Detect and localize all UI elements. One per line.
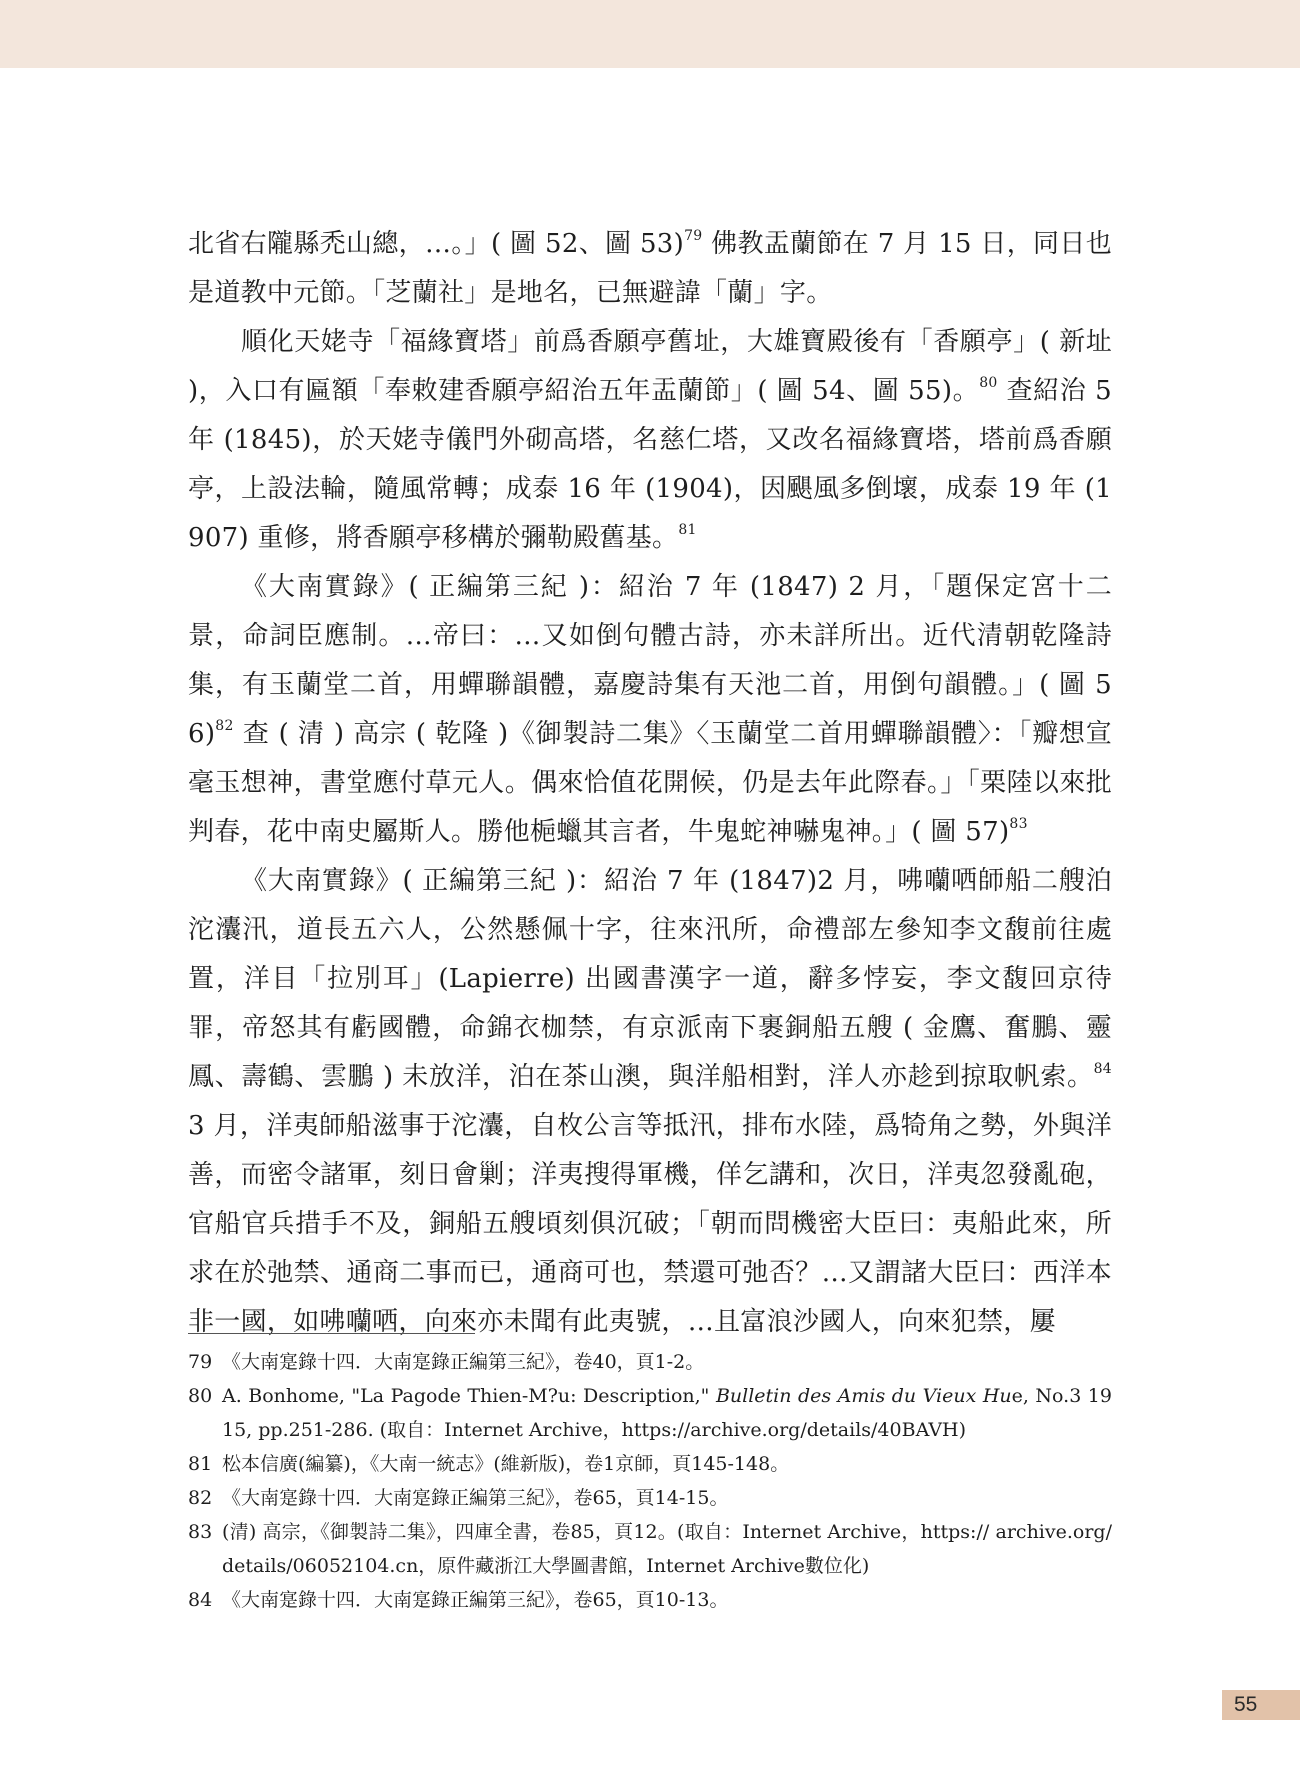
footnote-82: 82 《大南寔錄十四．大南寔錄正編第三紀》，卷65，頁14-15。 (188, 1487, 729, 1509)
main-text (188, 220, 1112, 1347)
footnote-80: 80 A. Bonhome, "La Pagode Thien-M?u: Description," Bulletin des Amis du Vieux Hue, No.3 1915, pp.251-286. (取自：Internet Archive，https://archive.org/details/40BAVH) (188, 1385, 1112, 1441)
footnote-79: 79 《大南寔錄十四．大南寔錄正編第三紀》，卷40，頁1-2。 (188, 1351, 705, 1373)
paragraph: 順化天姥寺「福緣寶塔」前爲香願亭舊址，大雄寶殿後有「香願亭」( 新址 )，入口有匾額「奉敕建香願亭紹治五年盂蘭節」( 圖 54、圖 55)。$^{80}$ 查紹治 5 年 (1845)，於天姥寺儀門外砌高塔，名慈仁塔，又改名福緣寶塔，塔前爲香願亭，上設法輪，隨風常轉；成泰 16 年 (1904)，因颶風多倒壞，成泰 19 年 (1907) 重修，將香願亭移構於彌勒殿舊基。$^{81}$ (188, 327, 1112, 553)
footnote-81: 81 松本信廣(編纂)，《大南一統志》(維新版)，卷1京師，頁145-148。 (188, 1453, 790, 1475)
paragraph: 北省右隴縣禿山總，…。」( 圖 52、圖 53)$^{79}$ 佛教盂蘭節在 7 月 15 日，同日也是道教中元節。「芝蘭社」是地名，已無避諱「蘭」字。 (188, 228, 1113, 308)
footnote-84: 84 《大南寔錄十四．大南寔錄正編第三紀》，卷65，頁10-13。 (188, 1589, 729, 1611)
footnote-divider (188, 1333, 475, 1334)
page-number: 55 (1222, 1690, 1300, 1720)
paragraph: 《大南實錄》( 正編第三紀 )：紹治 7 年 (1847) 2 月，「題保定宮十二景，命詞臣應制。…帝曰：…又如倒句體古詩，亦未詳所出。近代清朝乾隆詩集，有玉蘭堂二首，用蟬聯韻體，嘉慶詩集有天池二首，用倒句韻體。」( 圖 56)$^{82}$ 查 ( 清 ) 高宗 ( 乾隆 )《御製詩二集》〈玉蘭堂二首用蟬聯韻體〉：「瓣想宣毫玉想神，書堂應付草元人。偶來恰值花開候，仍是去年此際春。」「栗陸以來批判春，花中南史屬斯人。勝他梔蠟其言者，牛鬼蛇神嚇鬼神。」( 圖 57)$^{83}$ (188, 572, 1112, 847)
paragraph: 《大南實錄》( 正編第三紀 )：紹治 7 年 (1847)2 月，咈囒哂師船二艘泊沱灢汛，道長五六人，公然懸佩十字，往來汛所，命禮部左參知李文馥前往處置，洋目「拉別耳」(Lapierre) 出國書漢字一道，辭多悖妄，李文馥回京待罪，帝怒其有虧國體，命錦衣枷禁，有京派南下裹銅船五艘 ( 金鷹、奮鵬、靈鳳、壽鶴、雲鵬 ) 未放洋，泊在茶山澳，與洋船相對，洋人亦趁到掠取帆索。$^{84}$ 3 月，洋夷師船滋事于沱灢，自枚公言等抵汛，排布水陸，爲犄角之勢，外與洋善，而密令諸軍，刻日會剿；洋夷搜得軍機，佯乞講和，次日，洋夷忽發亂砲，官船官兵措手不及，銅船五艘頃刻俱沉破；「朝而問機密大臣曰：夷船此來，所求在於弛禁、通商二事而已，通商可也，禁還可弛否？…又謂諸大臣曰：西洋本非一國，如咈囒哂，向來亦未聞有此夷號，…且富浪沙國人，向來犯禁，屢 (188, 866, 1112, 1337)
top-header-band (0, 0, 1300, 68)
footnotes (188, 1345, 1112, 1617)
footnote-83: 83 (清) 高宗，《御製詩二集》，四庫全書，卷85，頁12。(取自：Internet Archive，https:// archive.org/ details/06052104.cn，原件藏浙江大學圖書館，Internet Archive數位化) (188, 1521, 1112, 1577)
